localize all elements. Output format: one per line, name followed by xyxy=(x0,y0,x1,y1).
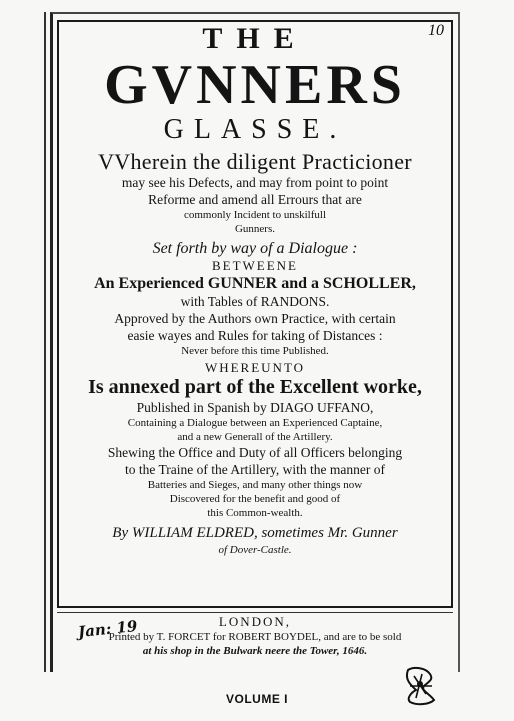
title-the: THE xyxy=(202,22,308,55)
page-number: 10 xyxy=(428,22,444,39)
subtitle-wherein: VVherein the diligent Practicioner xyxy=(98,149,412,174)
handwritten-date-note: Jan: 19 xyxy=(77,616,139,642)
approved-line-2: easie wayes and Rules for taking of Distances : xyxy=(127,328,383,343)
shewing-line-4: Discovered for the benefit and good of xyxy=(169,493,341,505)
title-block xyxy=(57,22,453,557)
containing-line: Containing a Dialogue between an Experienced Captaine, xyxy=(127,417,383,429)
title-glasse: GLASSE. xyxy=(163,114,347,145)
imprint-printed-by: Printed by T. FORCET for ROBERT BOYDEL, and are to be sold xyxy=(108,631,402,643)
shewing-line-3: Batteries and Sieges, and many other things now xyxy=(147,479,363,491)
volume-label: VOLUME I xyxy=(225,692,288,706)
tables-line: with Tables of RANDONS. xyxy=(180,294,330,309)
generall-line: and a new Generall of the Artillery. xyxy=(177,431,333,443)
shewing-line-2: to the Traine of the Artillery, with the manner of xyxy=(124,462,386,477)
annexed-line: Is annexed part of the Excellent worke, xyxy=(88,376,422,398)
left-margin-rule xyxy=(44,12,46,672)
shewing-line-1: Shewing the Office and Duty of all Officers belonging xyxy=(107,445,403,460)
shewing-line-5: this Common-wealth. xyxy=(207,507,303,519)
never-before-line: Never before this time Published. xyxy=(181,345,329,357)
description-line-2: Reforme and amend all Errours that are xyxy=(148,192,362,207)
approved-line-1: Approved by the Authors own Practice, with certain xyxy=(114,311,396,326)
published-line: Published in Spanish by DIAGO UFFANO, xyxy=(136,400,374,415)
description-line-1: may see his Defects, and may from point to point xyxy=(121,175,389,190)
experienced-gunner-line: An Experienced GUNNER and a SCHOLLER, xyxy=(94,275,416,292)
imprint-rule xyxy=(57,612,453,613)
set-forth-line: Set forth by way of a Dialogue : xyxy=(152,240,358,257)
title-gunners: GVNNERS xyxy=(104,54,406,116)
author-line-2: of Dover-Castle. xyxy=(218,544,292,556)
imprint-shop: at his shop in the Bulwark neere the Tower, 1646. xyxy=(142,645,368,657)
author-line: By WILLIAM ELDRED, sometimes Mr. Gunner xyxy=(112,525,398,541)
whereunto-line: WHEREUNTO xyxy=(204,360,306,375)
description-line-3: commonly Incident to unskilfull xyxy=(183,209,327,221)
imprint-london: LONDON, xyxy=(218,614,292,629)
betweene-line: BETWEENE xyxy=(211,258,299,273)
description-line-4: Gunners. xyxy=(234,223,276,235)
